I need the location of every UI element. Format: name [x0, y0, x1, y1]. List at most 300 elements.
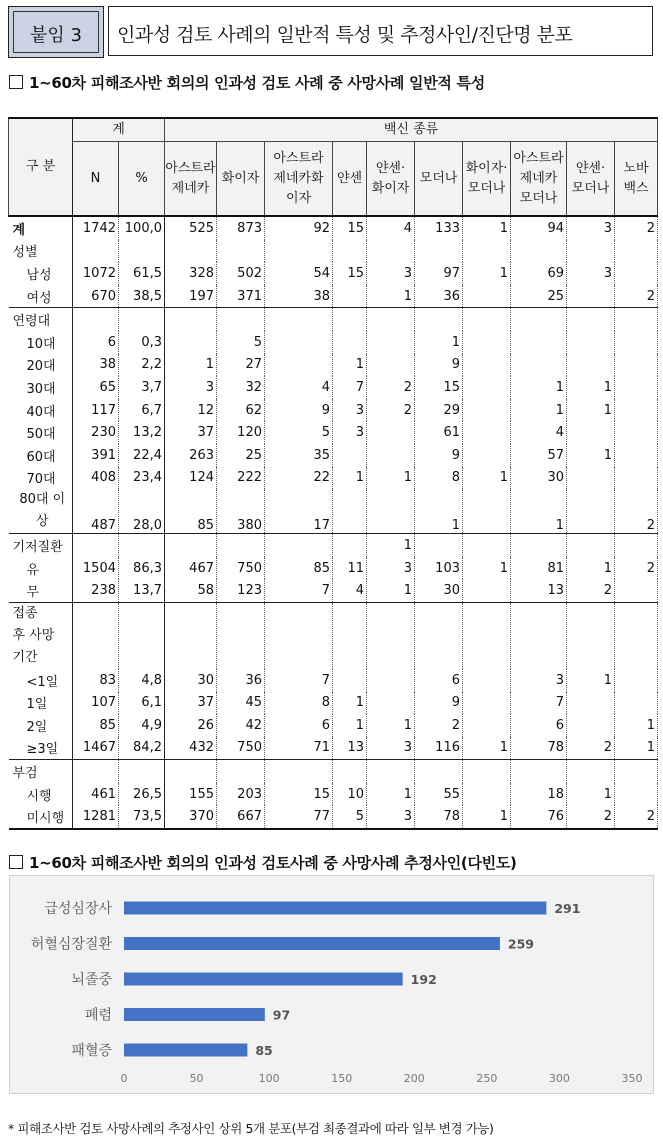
table-cell	[567, 489, 615, 534]
vaccine-col-header: 얀센· 모더나	[567, 142, 615, 217]
bar	[124, 1008, 265, 1021]
table-cell	[567, 692, 615, 715]
table-cell	[615, 331, 658, 354]
table-cell	[567, 240, 615, 263]
table-cell: 69	[511, 262, 567, 285]
table-cell	[415, 534, 463, 557]
table-cell	[415, 240, 463, 263]
table-cell: 133	[415, 216, 463, 240]
table-row	[9, 714, 658, 737]
table-row	[9, 240, 658, 263]
table-row	[9, 760, 658, 783]
table-cell	[567, 714, 615, 737]
table-cell: 3	[165, 376, 217, 399]
table-cell	[463, 399, 511, 422]
table-cell: 123	[217, 579, 265, 602]
table-cell	[333, 444, 367, 467]
attachment-tag-label: 붙임 3	[30, 25, 82, 46]
table-cell: 5	[217, 331, 265, 354]
table-cell	[265, 760, 333, 783]
table-cell: 8	[415, 467, 463, 490]
table-cell: 65	[73, 376, 119, 399]
table-cell: 263	[165, 444, 217, 467]
table-cell: 1504	[73, 557, 119, 580]
x-tick-label: 50	[189, 1072, 204, 1085]
table-cell: 4	[511, 421, 567, 444]
table-cell: 54	[265, 262, 333, 285]
vaccine-col-header: 화이자· 모더나	[463, 142, 511, 217]
category-label: 급성심장사	[44, 901, 112, 917]
table-row	[9, 602, 658, 669]
table-row	[9, 467, 658, 490]
table-cell: 9	[415, 354, 463, 377]
table-cell	[165, 602, 217, 669]
col-pct-header: %	[119, 142, 165, 217]
table-cell: 76	[511, 805, 567, 829]
table-cell: 408	[73, 467, 119, 490]
data-label: 259	[507, 936, 535, 952]
table-cell: 1	[615, 714, 658, 737]
bar-chart-svg	[10, 876, 653, 1093]
vaccine-col-header: 모더나	[415, 142, 463, 217]
table-cell: 30	[511, 467, 567, 490]
table-cell: 36	[415, 285, 463, 308]
table-cell	[567, 534, 615, 557]
table-cell	[415, 760, 463, 783]
table-cell	[463, 444, 511, 467]
row-label: 시행	[9, 783, 73, 806]
table-cell: 502	[217, 262, 265, 285]
row-label: 50대	[9, 421, 73, 444]
table-cell	[119, 602, 165, 669]
table-cell	[463, 602, 511, 669]
section2-heading	[9, 852, 517, 873]
table-cell: 197	[165, 285, 217, 308]
table-cell: 3	[567, 216, 615, 240]
table-cell: 83	[73, 669, 119, 692]
table-cell: 13,7	[119, 579, 165, 602]
table-cell: 1	[463, 467, 511, 490]
col-n-header: N	[73, 142, 119, 217]
section2-title: 1~60차 피해조사반 회의의 인과성 검토사례 중 사망사례 추정사인(다빈도)	[29, 854, 517, 872]
table-cell: 120	[217, 421, 265, 444]
table-cell: 13	[333, 737, 367, 760]
table-cell: 78	[415, 805, 463, 829]
table-cell: 15	[333, 262, 367, 285]
table-cell: 32	[217, 376, 265, 399]
table-cell: 3	[367, 557, 415, 580]
attachment-tag	[8, 6, 104, 58]
table-cell: 3	[333, 399, 367, 422]
table-cell	[463, 354, 511, 377]
table-cell	[217, 240, 265, 263]
table-cell: 4,8	[119, 669, 165, 692]
table-cell: 38	[73, 354, 119, 377]
section1-heading	[9, 72, 485, 93]
table-cell: 371	[217, 285, 265, 308]
table-row	[9, 737, 658, 760]
vaccine-group-header: 백신 종류	[165, 118, 658, 142]
table-cell	[367, 669, 415, 692]
table-cell	[217, 308, 265, 331]
table-cell: 62	[217, 399, 265, 422]
table-cell: 1	[333, 467, 367, 490]
table-cell	[463, 579, 511, 602]
vaccine-col-header: 얀센· 화이자	[367, 142, 415, 217]
table-cell: 28,0	[119, 489, 165, 534]
table-cell: 92	[265, 216, 333, 240]
table-cell	[367, 692, 415, 715]
x-tick-label: 100	[258, 1072, 280, 1085]
table-cell: 380	[217, 489, 265, 534]
table-cell: 6	[415, 669, 463, 692]
table-cell: 6	[265, 714, 333, 737]
table-cell: 670	[73, 285, 119, 308]
table-cell	[73, 240, 119, 263]
table-cell: 7	[511, 692, 567, 715]
table-cell	[511, 534, 567, 557]
table-cell	[73, 308, 119, 331]
row-label: 30대	[9, 376, 73, 399]
table-cell: 2,2	[119, 354, 165, 377]
table-cell	[367, 354, 415, 377]
table-cell: 29	[415, 399, 463, 422]
table-cell: 432	[165, 737, 217, 760]
table-cell: 124	[165, 467, 217, 490]
table-cell: 1072	[73, 262, 119, 285]
table-cell: 22,4	[119, 444, 165, 467]
row-label: 2일	[9, 714, 73, 737]
table-cell: 3	[367, 805, 415, 829]
table-cell: 81	[511, 557, 567, 580]
x-tick-label: 350	[621, 1072, 643, 1085]
table-cell: 0,3	[119, 331, 165, 354]
category-label: 폐렴	[84, 1007, 112, 1024]
table-cell: 94	[511, 216, 567, 240]
table-cell	[73, 534, 119, 557]
table-cell: 1	[367, 467, 415, 490]
table-cell	[333, 285, 367, 308]
table-cell: 4,9	[119, 714, 165, 737]
table-cell	[567, 354, 615, 377]
table-cell	[615, 354, 658, 377]
table-cell: 2	[567, 579, 615, 602]
table-cell	[615, 669, 658, 692]
table-cell: 2	[615, 557, 658, 580]
table-cell	[367, 444, 415, 467]
table-cell	[73, 760, 119, 783]
table-cell: 58	[165, 579, 217, 602]
table-row	[9, 489, 658, 534]
table-cell: 8	[265, 692, 333, 715]
table-cell: 15	[265, 783, 333, 806]
title-box	[108, 6, 653, 56]
table-cell: 85	[265, 557, 333, 580]
table-cell: 2	[367, 376, 415, 399]
table-cell: 12	[165, 399, 217, 422]
table-cell	[615, 783, 658, 806]
table-cell: 100,0	[119, 216, 165, 240]
table-cell: 1	[567, 669, 615, 692]
table-cell	[217, 602, 265, 669]
table-cell: 61,5	[119, 262, 165, 285]
table-cell: 1	[615, 737, 658, 760]
table-cell: 11	[333, 557, 367, 580]
table-cell: 6,7	[119, 399, 165, 422]
table-cell	[119, 760, 165, 783]
table-cell: 13,2	[119, 421, 165, 444]
table-cell	[615, 421, 658, 444]
row-label: 연령대	[9, 308, 73, 331]
table-cell: 391	[73, 444, 119, 467]
table-cell: 1	[511, 489, 567, 534]
table-cell	[615, 602, 658, 669]
table-cell: 3	[567, 262, 615, 285]
table-cell	[119, 240, 165, 263]
table-cell: 3	[367, 262, 415, 285]
table-row	[9, 534, 658, 557]
table-cell	[165, 331, 217, 354]
row-label: 유	[9, 557, 73, 580]
row-label: 미시행	[9, 805, 73, 829]
vaccine-col-header: 아스트라 제네카	[165, 142, 217, 217]
table-cell: 1281	[73, 805, 119, 829]
category-label: 허혈심장질환	[30, 936, 112, 953]
table-cell	[165, 760, 217, 783]
vaccine-col-header: 아스트라 제네카화 이자	[265, 142, 333, 217]
table-cell: 71	[265, 737, 333, 760]
table-cell	[165, 308, 217, 331]
footnote: * 피해조사반 검토 사망사례의 추정사인 상위 5개 분포(부검 최종결과에 따라 일부 변경 가능)	[8, 1121, 494, 1136]
table-row	[9, 579, 658, 602]
table-cell: 4	[333, 579, 367, 602]
table-cell: 238	[73, 579, 119, 602]
vaccine-col-header: 노바 백스	[615, 142, 658, 217]
table-cell: 6	[73, 331, 119, 354]
table-cell	[367, 308, 415, 331]
table-row	[9, 331, 658, 354]
x-tick-label: 0	[120, 1072, 128, 1085]
table-cell: 3	[333, 421, 367, 444]
row-label: 계	[9, 216, 73, 240]
table-cell	[511, 331, 567, 354]
table-cell	[415, 602, 463, 669]
table-cell: 1	[567, 557, 615, 580]
bar	[124, 902, 546, 915]
table-cell: 15	[333, 216, 367, 240]
table-cell	[463, 669, 511, 692]
table-cell	[367, 421, 415, 444]
table-cell: 3	[367, 737, 415, 760]
table-cell: 1742	[73, 216, 119, 240]
table-cell: 117	[73, 399, 119, 422]
row-label: 80대 이 상	[9, 489, 73, 534]
row-label: 기저질환	[9, 534, 73, 557]
table-cell	[333, 331, 367, 354]
table-cell	[415, 308, 463, 331]
table-cell: 1	[415, 331, 463, 354]
vaccine-col-header: 아스트라 제네카 모더나	[511, 142, 567, 217]
table-cell: 5	[333, 805, 367, 829]
table-cell	[615, 308, 658, 331]
table-cell	[463, 308, 511, 331]
table-cell	[463, 285, 511, 308]
table-cell: 1	[511, 376, 567, 399]
table-cell: 38,5	[119, 285, 165, 308]
table-cell	[333, 534, 367, 557]
table-cell: 2	[567, 737, 615, 760]
table-cell	[165, 534, 217, 557]
table-cell: 3,7	[119, 376, 165, 399]
table-row	[9, 692, 658, 715]
table-cell: 86,3	[119, 557, 165, 580]
table-cell: 85	[73, 714, 119, 737]
table-cell	[615, 760, 658, 783]
table-cell	[265, 354, 333, 377]
table-cell	[119, 534, 165, 557]
table-cell: 25	[511, 285, 567, 308]
table-cell: 38	[265, 285, 333, 308]
table-cell: 1467	[73, 737, 119, 760]
table-cell: 230	[73, 421, 119, 444]
table-cell: 30	[165, 669, 217, 692]
x-tick-label: 150	[331, 1072, 353, 1085]
table-cell: 2	[367, 399, 415, 422]
row-label: 남성	[9, 262, 73, 285]
table-cell: 750	[217, 557, 265, 580]
table-cell	[463, 534, 511, 557]
table-cell: 18	[511, 783, 567, 806]
table-cell	[463, 489, 511, 534]
cause-of-death-chart	[9, 875, 654, 1094]
table-cell: 116	[415, 737, 463, 760]
table-row	[9, 399, 658, 422]
table-row	[9, 444, 658, 467]
table-cell: 2	[567, 805, 615, 829]
table-cell: 370	[165, 805, 217, 829]
table-cell: 1	[367, 579, 415, 602]
table-cell	[367, 240, 415, 263]
table-cell: 6,1	[119, 692, 165, 715]
table-cell: 203	[217, 783, 265, 806]
table-cell	[615, 534, 658, 557]
table-cell: 13	[511, 579, 567, 602]
table-cell	[615, 467, 658, 490]
table-cell: 1	[511, 399, 567, 422]
table-cell: 1	[463, 557, 511, 580]
table-cell: 26,5	[119, 783, 165, 806]
data-label: 192	[410, 972, 437, 987]
table-cell: 1	[165, 354, 217, 377]
page-header	[8, 6, 653, 58]
row-label: <1일	[9, 669, 73, 692]
table-cell: 30	[415, 579, 463, 602]
category-label: 뇌졸중	[71, 972, 112, 988]
table-cell: 461	[73, 783, 119, 806]
table-cell	[367, 602, 415, 669]
table-cell	[333, 308, 367, 331]
table-cell: 1	[367, 285, 415, 308]
row-label: 접종 후 사망 기간	[9, 602, 73, 669]
table-cell	[367, 760, 415, 783]
table-cell: 37	[165, 421, 217, 444]
table-cell	[463, 331, 511, 354]
table-cell	[217, 760, 265, 783]
table-cell	[333, 602, 367, 669]
table-cell	[567, 760, 615, 783]
table-cell	[615, 262, 658, 285]
table-cell	[511, 240, 567, 263]
table-cell: 45	[217, 692, 265, 715]
data-label: 291	[554, 901, 581, 916]
table-cell	[265, 534, 333, 557]
table-row	[9, 421, 658, 444]
table-cell	[567, 421, 615, 444]
table-cell: 84,2	[119, 737, 165, 760]
table-cell	[333, 760, 367, 783]
table-cell: 1	[333, 354, 367, 377]
table-cell: 667	[217, 805, 265, 829]
table-cell: 73,5	[119, 805, 165, 829]
table-cell	[463, 714, 511, 737]
table-cell: 10	[333, 783, 367, 806]
table-cell: 2	[615, 489, 658, 534]
table-cell	[165, 240, 217, 263]
vaccine-col-header: 얀센	[333, 142, 367, 217]
table-cell: 4	[265, 376, 333, 399]
table-cell: 1	[463, 262, 511, 285]
table-cell: 103	[415, 557, 463, 580]
row-label: 60대	[9, 444, 73, 467]
table-cell	[333, 669, 367, 692]
row-label: 성별	[9, 240, 73, 263]
table-cell: 1	[567, 376, 615, 399]
row-label: 1일	[9, 692, 73, 715]
table-cell: 61	[415, 421, 463, 444]
table-cell: 1	[367, 783, 415, 806]
table-cell	[615, 399, 658, 422]
category-label: 패혈증	[71, 1043, 112, 1059]
table-cell	[367, 331, 415, 354]
vaccine-col-header: 화이자	[217, 142, 265, 217]
table-cell: 5	[265, 421, 333, 444]
table-row	[9, 557, 658, 580]
table-cell	[333, 240, 367, 263]
table-row	[9, 376, 658, 399]
table-cell	[265, 308, 333, 331]
table-cell	[463, 692, 511, 715]
table-cell: 7	[333, 376, 367, 399]
table-cell	[463, 376, 511, 399]
x-tick-label: 300	[548, 1072, 570, 1085]
row-label: 무	[9, 579, 73, 602]
table-cell: 26	[165, 714, 217, 737]
table-cell: 15	[415, 376, 463, 399]
section1-title: 1~60차 피해조사반 회의의 인과성 검토 사례 중 사망사례 일반적 특성	[29, 74, 485, 92]
table-cell: 1	[333, 714, 367, 737]
table-cell	[511, 308, 567, 331]
table-cell: 3	[511, 669, 567, 692]
table-cell: 57	[511, 444, 567, 467]
table-cell: 9	[415, 444, 463, 467]
x-tick-label: 200	[403, 1072, 425, 1085]
table-cell: 42	[217, 714, 265, 737]
table-row	[9, 285, 658, 308]
table-cell	[463, 783, 511, 806]
total-group-header: 계	[73, 118, 165, 142]
row-label: 10대	[9, 331, 73, 354]
table-cell	[463, 240, 511, 263]
